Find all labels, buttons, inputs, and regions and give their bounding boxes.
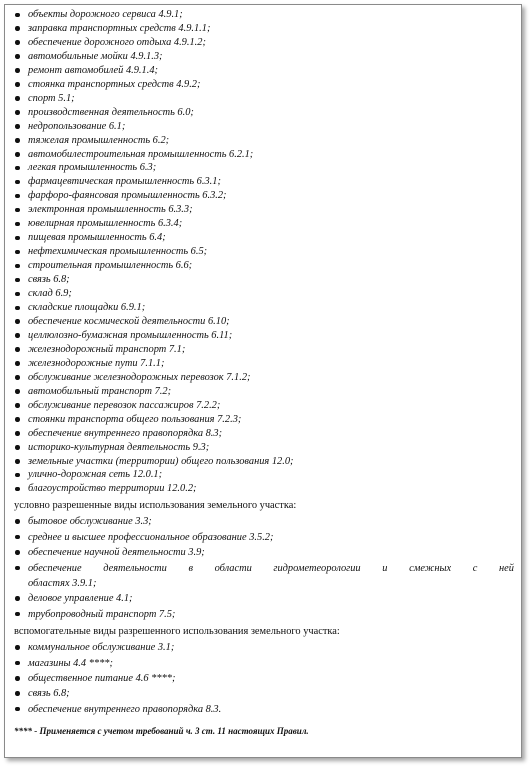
list-item: среднее и высшее профессиональное образование 3.5.2; (14, 530, 514, 545)
list-item: строительная промышленность 6.6; (14, 259, 514, 273)
list-item (14, 561, 514, 592)
list-item: нефтехимическая промышленность 6.5; (14, 245, 514, 259)
list-item: спорт 5.1; (14, 92, 514, 106)
list-item: ремонт автомобилей 4.9.1.4; (14, 64, 514, 78)
list-item: обслуживание перевозок пассажиров 7.2.2; (14, 399, 514, 413)
list-item: тяжелая промышленность 6.2; (14, 134, 514, 148)
list-item: земельные участки (территории) общего пользования 12.0; (14, 455, 514, 469)
auxiliary-uses-heading: вспомогательные виды разрешенного использования земельного участка: (14, 626, 340, 638)
list-item: пищевая промышленность 6.4; (14, 231, 514, 245)
list-item: железнодорожные пути 7.1.1; (14, 357, 514, 371)
list-item-line: обеспечение деятельности в области гидрометеорологии и смежных с ней (28, 562, 514, 574)
document-body (14, 8, 514, 717)
list-item: обеспечение внутреннего правопорядка 8.3; (14, 427, 514, 441)
conditional-uses-list (14, 514, 514, 622)
list-item: трубопроводный транспорт 7.5; (14, 607, 514, 622)
list-item: электронная промышленность 6.3.3; (14, 203, 514, 217)
list-item: историко-культурная деятельность 9.3; (14, 441, 514, 455)
list-item: фарфоро-фаянсовая промышленность 6.3.2; (14, 189, 514, 203)
footnote: **** - Применяется с учетом требований ч. 3 ст. 11 настоящих Правил. (14, 726, 309, 736)
list-item: коммунальное обслуживание 3.1; (14, 640, 514, 655)
list-item: благоустройство территории 12.0.2; (14, 482, 514, 496)
list-item: магазины 4.4 ****; (14, 656, 514, 671)
list-item: обеспечение внутреннего правопорядка 8.3. (14, 702, 514, 717)
list-item: автомобильные мойки 4.9.1.3; (14, 50, 514, 64)
list-item: производственная деятельность 6.0; (14, 106, 514, 120)
list-item: склад 6.9; (14, 287, 514, 301)
list-item: объекты дорожного сервиса 4.9.1; (14, 8, 514, 22)
list-item: стоянка транспортных средств 4.9.2; (14, 78, 514, 92)
auxiliary-uses-list (14, 640, 514, 717)
permitted-uses-list (14, 8, 514, 496)
list-item: улично-дорожная сеть 12.0.1; (14, 468, 514, 482)
list-item: связь 6.8; (14, 686, 514, 701)
list-item: обеспечение космической деятельности 6.10; (14, 315, 514, 329)
list-item: ювелирная промышленность 6.3.4; (14, 217, 514, 231)
list-item: автомобильный транспорт 7.2; (14, 385, 514, 399)
list-item: бытовое обслуживание 3.3; (14, 514, 514, 529)
list-item: обеспечение дорожного отдыха 4.9.1.2; (14, 36, 514, 50)
list-item: целлюлозно-бумажная промышленность 6.11; (14, 329, 514, 343)
list-item: автомобилестроительная промышленность 6.2.1; (14, 148, 514, 162)
list-item: обеспечение научной деятельности 3.9; (14, 545, 514, 560)
list-item: недропользование 6.1; (14, 120, 514, 134)
list-item: легкая промышленность 6.3; (14, 161, 514, 175)
list-item: складские площадки 6.9.1; (14, 301, 514, 315)
conditional-uses-heading: условно разрешенные виды использования земельного участка: (14, 500, 297, 512)
list-item: общественное питание 4.6 ****; (14, 671, 514, 686)
list-item: деловое управление 4.1; (14, 591, 514, 606)
list-item: стоянки транспорта общего пользования 7.2.3; (14, 413, 514, 427)
list-item: фармацевтическая промышленность 6.3.1; (14, 175, 514, 189)
list-item: заправка транспортных средств 4.9.1.1; (14, 22, 514, 36)
list-item: связь 6.8; (14, 273, 514, 287)
list-item: обслуживание железнодорожных перевозок 7.1.2; (14, 371, 514, 385)
list-item: железнодорожный транспорт 7.1; (14, 343, 514, 357)
list-item-line: областях 3.9.1; (28, 577, 97, 589)
